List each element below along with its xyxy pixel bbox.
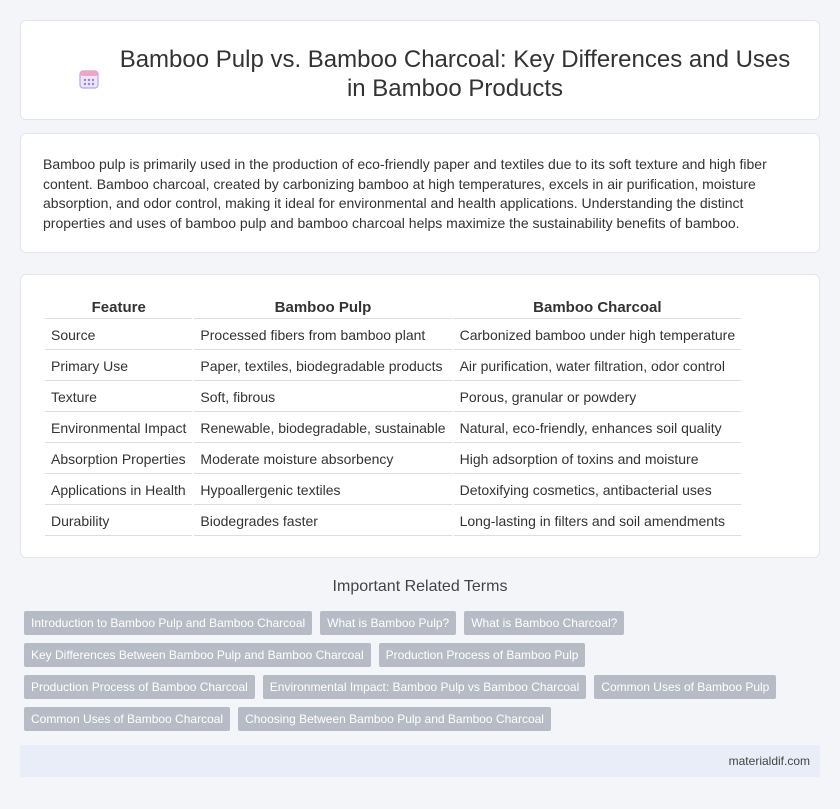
related-term-link[interactable]: Production Process of Bamboo Pulp — [379, 643, 586, 667]
tag-row — [24, 707, 824, 731]
summary-text: Bamboo pulp is primarily used in the production of eco-friendly paper and textiles due to its soft texture and high fiber content. Bamboo charcoal, created by carbonizing bamboo at high temperatures, excels in air purification, moisture absorption, and odor control, making it ideal for environmental and health applications. Understanding the distinct properties and uses of bamboo pulp and bamboo charcoal helps maximize the sustainability benefits of bamboo. — [43, 156, 767, 231]
table-row — [45, 414, 741, 443]
header-bamboo-charcoal: Bamboo Charcoal — [454, 297, 742, 319]
tag-row — [24, 675, 824, 699]
cell-pulp: Biodegrades faster — [194, 507, 451, 536]
related-term-link[interactable]: What is Bamboo Charcoal? — [464, 611, 624, 635]
related-terms-title: Important Related Terms — [332, 578, 508, 595]
cell-feature: Source — [45, 321, 192, 350]
related-terms-list — [24, 611, 824, 739]
cell-feature: Applications in Health — [45, 476, 192, 505]
related-term-link[interactable]: What is Bamboo Pulp? — [320, 611, 456, 635]
cell-feature: Primary Use — [45, 352, 192, 381]
cell-charcoal: Detoxifying cosmetics, antibacterial uses — [454, 476, 742, 505]
cell-pulp: Renewable, biodegradable, sustainable — [194, 414, 451, 443]
cell-charcoal: Carbonized bamboo under high temperature — [454, 321, 742, 350]
comparison-table — [43, 295, 743, 538]
related-term-link[interactable]: Choosing Between Bamboo Pulp and Bamboo Charcoal — [238, 707, 551, 731]
page-title: Bamboo Pulp vs. Bamboo Charcoal: Key Differences and Uses in Bamboo Products — [119, 46, 791, 102]
cell-pulp: Soft, fibrous — [194, 383, 451, 412]
summary-card — [20, 133, 820, 253]
cell-feature: Durability — [45, 507, 192, 536]
cell-charcoal: High adsorption of toxins and moisture — [454, 445, 742, 474]
cell-feature: Absorption Properties — [45, 445, 192, 474]
related-term-link[interactable]: Common Uses of Bamboo Charcoal — [24, 707, 230, 731]
cell-pulp: Moderate moisture absorbency — [194, 445, 451, 474]
related-term-link[interactable]: Key Differences Between Bamboo Pulp and Bamboo Charcoal — [24, 643, 371, 667]
related-term-link[interactable]: Common Uses of Bamboo Pulp — [594, 675, 776, 699]
cell-feature: Texture — [45, 383, 192, 412]
table-row — [45, 352, 741, 381]
related-term-link[interactable]: Introduction to Bamboo Pulp and Bamboo Charcoal — [24, 611, 312, 635]
title-card — [20, 20, 820, 120]
header-bamboo-pulp: Bamboo Pulp — [194, 297, 451, 319]
comparison-card — [20, 274, 820, 558]
table-row — [45, 507, 741, 536]
table-row — [45, 321, 741, 350]
tag-row — [24, 643, 824, 667]
calendar-icon — [78, 68, 100, 90]
cell-charcoal: Natural, eco-friendly, enhances soil quality — [454, 414, 742, 443]
cell-charcoal: Air purification, water filtration, odor control — [454, 352, 742, 381]
tag-row — [24, 611, 824, 635]
header-feature: Feature — [45, 297, 192, 319]
related-term-link[interactable]: Environmental Impact: Bamboo Pulp vs Bamboo Charcoal — [263, 675, 587, 699]
table-header-row — [45, 297, 741, 319]
cell-pulp: Hypoallergenic textiles — [194, 476, 451, 505]
cell-charcoal: Porous, granular or powdery — [454, 383, 742, 412]
cell-feature: Environmental Impact — [45, 414, 192, 443]
table-row — [45, 445, 741, 474]
related-term-link[interactable]: Production Process of Bamboo Charcoal — [24, 675, 255, 699]
cell-pulp: Processed fibers from bamboo plant — [194, 321, 451, 350]
cell-pulp: Paper, textiles, biodegradable products — [194, 352, 451, 381]
footer — [20, 745, 820, 777]
table-row — [45, 476, 741, 505]
table-row — [45, 383, 741, 412]
cell-charcoal: Long-lasting in filters and soil amendments — [454, 507, 742, 536]
footer-site-link[interactable]: materialdif.com — [728, 754, 810, 768]
